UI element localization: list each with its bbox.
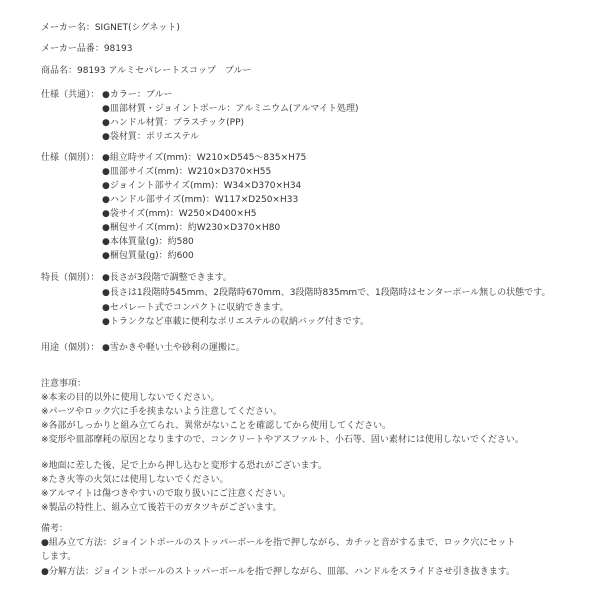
features-label: 特長（個別）： [41, 273, 100, 283]
remarks-line: します。 [41, 552, 77, 562]
remarks-line: ●分解方法：ジョイントポールのストッパーボールを指で押しながら、皿部、ハンドルをスライドさせ引き抜きます。 [41, 567, 516, 577]
common-spec-item: ●袋材質：ポリエステル [102, 132, 200, 142]
feature-item: ●長さは1段階時545mm、2段階時670mm、3段階時835mmで、1段階時はセンターポール無しの状態です。 [102, 288, 551, 298]
individual-spec-item: ●梱包サイズ(mm)：約W230×D370×H80 [102, 223, 281, 233]
caution-item: ※パーツやロック穴に手を挟まないよう注意してください。 [41, 407, 283, 417]
remarks-title: 備考： [41, 524, 69, 534]
maker-line: メーカー名：SIGNET(シグネット) [41, 23, 180, 33]
caution-item: ※各部がしっかりと組み立てられ、異常がないことを確認してから使用してください。 [41, 421, 392, 431]
caution-item: ※地面に差した後、足で上から押し込むと変形する恐れがございます。 [41, 461, 327, 471]
individual-spec-item: ●本体質量(g)：約580 [102, 237, 194, 247]
product-name-line: 商品名：98193 アルミセパレートスコップ ブルー [41, 66, 252, 76]
common-spec-item: ●ハンドル材質：プラスチック(PP) [102, 118, 245, 128]
caution-item: ※たき火等の火気には使用しないでください。 [41, 475, 229, 485]
common-spec-item: ●カラー：ブルー [102, 90, 173, 100]
caution-item: ※本来の目的以外に使用しないでください。 [41, 393, 220, 403]
caution-item: ※アルマイトは傷つきやすいので取り扱いにご注意ください。 [41, 489, 292, 499]
individual-spec-label: 仕様（個別）： [41, 153, 100, 163]
caution-item: ※変形や皿部摩耗の原因となりますので、コンクリートやアスファルト、小石等、固い素材には使用しないでください。 [41, 435, 524, 445]
individual-spec-item: ●組立時サイズ(mm)：W210×D545～835×H75 [102, 153, 307, 163]
caution-item: ※製品の特性上、組み立て後若干のガタツキがございます。 [41, 503, 282, 513]
remarks-line: ●組み立て方法：ジョイントポールのストッパーボールを指で押しながら、カチッと音がするまで、ロック穴にセット [41, 538, 516, 548]
feature-item: ●トランクなど車載に便利なポリエステルの収納バッグ付きです。 [102, 317, 370, 327]
cautions-title: 注意事項： [41, 379, 87, 389]
model-number-line: メーカー品番：98193 [41, 44, 133, 54]
feature-item: ●セパレート式でコンパクトに収納できます。 [102, 303, 289, 313]
individual-spec-item: ●ハンドル部サイズ(mm)：W117×D250×H33 [102, 195, 299, 205]
common-spec-item: ●皿部材質・ジョイントポール：アルミニウム(アルマイト処理) [102, 104, 359, 114]
individual-spec-item: ●梱包質量(g)：約600 [102, 251, 194, 261]
feature-item: ●長さが3段階で調整できます。 [102, 273, 232, 283]
individual-spec-item: ●ジョイント部サイズ(mm)：W34×D370×H34 [102, 181, 302, 191]
common-spec-label: 仕様（共通）： [41, 90, 100, 100]
usage-item: ●雪かきや軽い土や砂利の運搬に。 [102, 343, 245, 353]
individual-spec-item: ●袋サイズ(mm)：W250×D400×H5 [102, 209, 257, 219]
individual-spec-item: ●皿部サイズ(mm)：W210×D370×H55 [102, 167, 272, 177]
usage-label: 用途（個別）： [41, 343, 100, 353]
